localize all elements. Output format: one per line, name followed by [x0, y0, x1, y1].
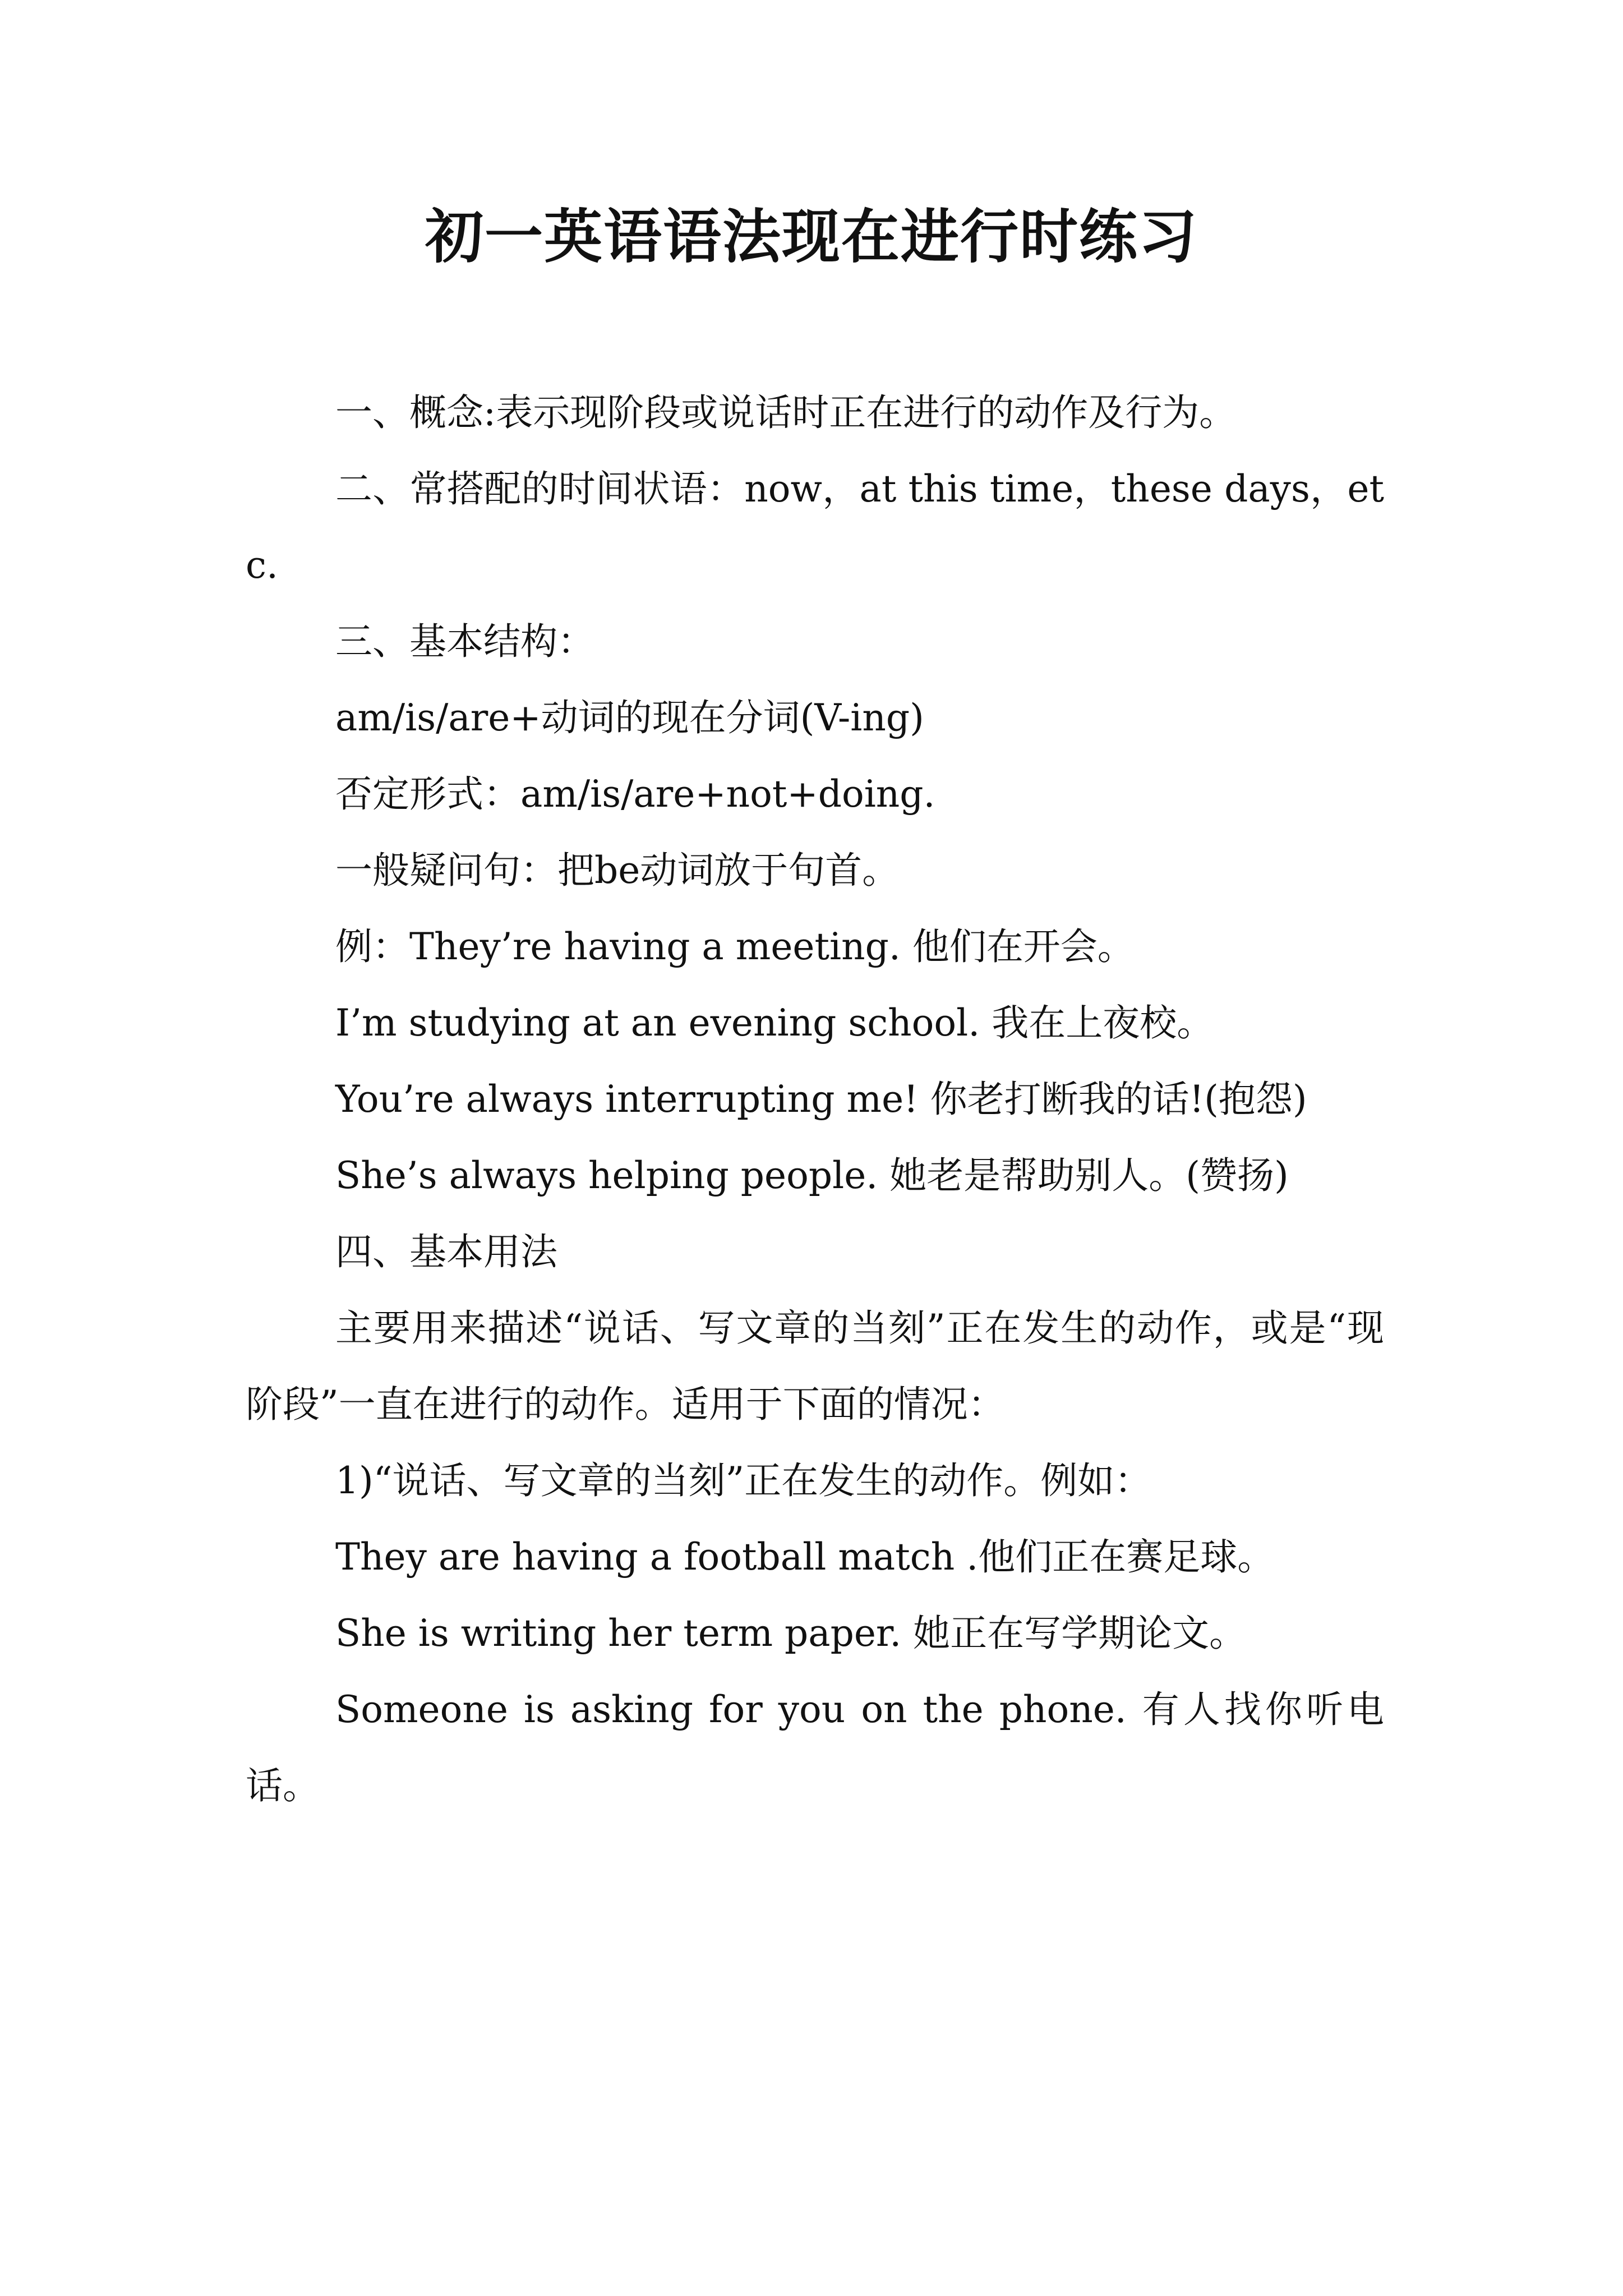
paragraph-usage-point-1: 1)“说话、写文章的当刻”正在发生的动作。例如： — [335, 1459, 1152, 1502]
document-body — [246, 375, 1384, 1824]
paragraph-example-7: Someone is asking for you on the phone. 有人找你听电话。 — [246, 1688, 1384, 1807]
paragraph-question-form: 一般疑问句：把be动词放于句首。 — [335, 849, 900, 892]
document-title: 初一英语语法现在进行时练习 — [425, 202, 1198, 271]
paragraph-example-6: She is writing her term paper. 她正在写学期论文。 — [335, 1612, 1247, 1655]
paragraph-structure-heading: 三、基本结构： — [335, 620, 594, 663]
paragraph-structure-formula: am/is/are+动词的现在分词(V-ing) — [335, 696, 924, 739]
paragraph-example-2: I’m studying at an evening school. 我在上夜校。 — [335, 1001, 1214, 1045]
paragraph-usage-description: 主要用来描述“说话、写文章的当刻”正在发生的动作，或是“现阶段”一直在进行的动作。适用于下面的情况： — [246, 1306, 1384, 1426]
paragraph-usage-heading: 四、基本用法 — [335, 1230, 557, 1273]
paragraph-example-4: She’s always helping people. 她老是帮助别人。(赞扬) — [335, 1154, 1289, 1197]
paragraph-concept: 一、概念:表示现阶段或说话时正在进行的动作及行为。 — [335, 391, 1237, 434]
paragraph-example-1: 例：They’re having a meeting. 他们在开会。 — [335, 925, 1135, 968]
paragraph-example-3: You’re always interrupting me! 你老打断我的话!(抱怨) — [335, 1078, 1307, 1121]
paragraph-time-adverbials: 二、常搭配的时间状语：now，at this time，these days，etc. — [246, 467, 1384, 587]
paragraph-example-5: They are having a football match .他们正在赛足球。 — [335, 1535, 1275, 1579]
paragraph-negative-form: 否定形式：am/is/are+not+doing. — [335, 772, 935, 816]
